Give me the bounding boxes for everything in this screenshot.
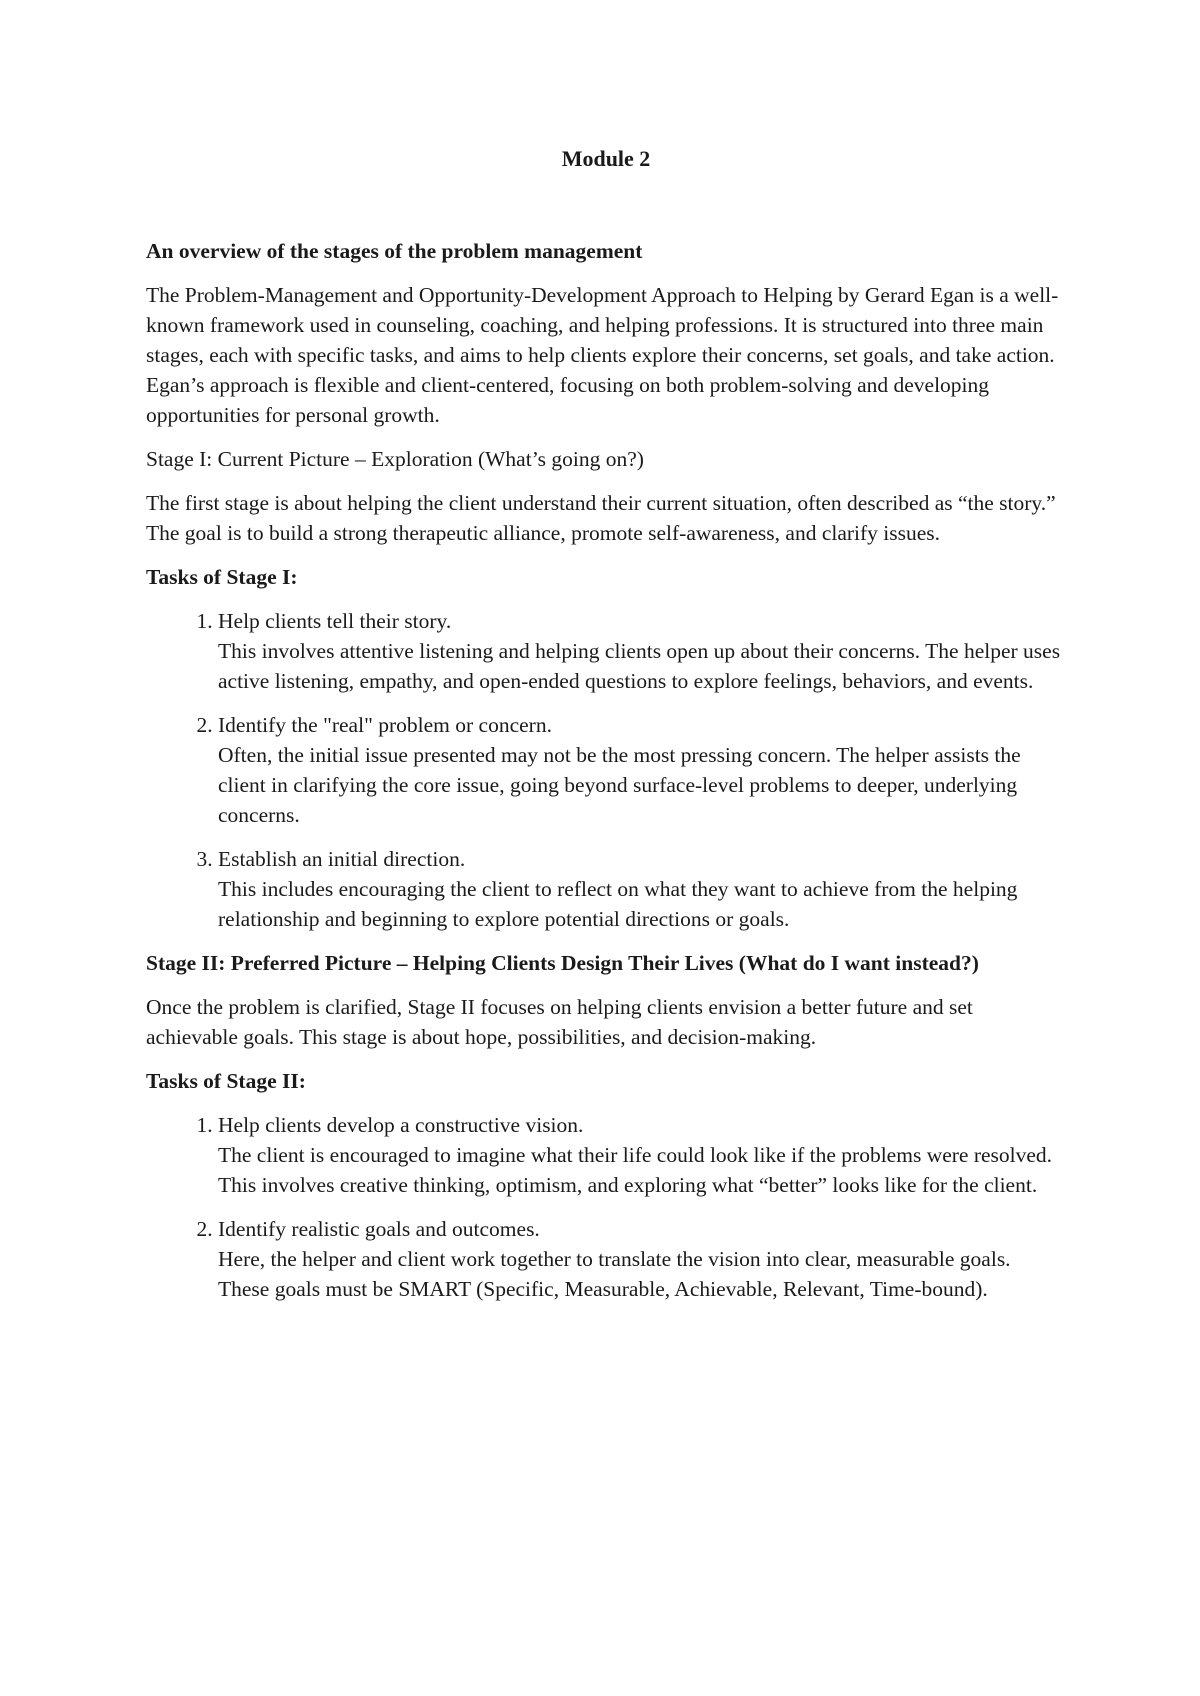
stage2-task-list	[146, 1110, 1066, 1304]
stage1-tasks-heading: Tasks of Stage I:	[146, 565, 298, 589]
list-item	[218, 844, 1066, 934]
list-item	[218, 1214, 1066, 1304]
task-body: Often, the initial issue presented may not be the most pressing concern. The helper assists the client in clarifying the core issue, going beyond surface-level problems to deeper, underlying concerns.	[218, 743, 1021, 827]
overview-heading: An overview of the stages of the problem management	[146, 239, 643, 263]
page-title: Module 2	[561, 146, 651, 171]
stage1-heading: Stage I: Current Picture – Exploration (What’s going on?)	[146, 447, 644, 471]
task-title: 1. Help clients develop a constructive vision.	[218, 1113, 584, 1137]
task-body: This involves attentive listening and helping clients open up about their concerns. The helper uses active listening, empathy, and open-ended questions to explore feelings, behaviors, and events.	[218, 639, 1061, 693]
document-content	[146, 144, 1066, 1318]
list-item	[218, 710, 1066, 830]
task-title: 2. Identify realistic goals and outcomes.	[218, 1217, 540, 1241]
stage2-paragraph: Once the problem is clarified, Stage II focuses on helping clients envision a better future and set achievable goals. This stage is about hope, possibilities, and decision-making.	[146, 995, 973, 1049]
stage2-heading: Stage II: Preferred Picture – Helping Clients Design Their Lives (What do I want instead?)	[146, 951, 979, 975]
task-body: This includes encouraging the client to reflect on what they want to achieve from the helping relationship and beginning to explore potential directions or goals.	[218, 877, 1018, 931]
task-title: 1. Help clients tell their story.	[218, 609, 452, 633]
task-title: 2. Identify the "real" problem or concern.	[218, 713, 552, 737]
stage2-tasks-heading: Tasks of Stage II:	[146, 1069, 306, 1093]
intro-paragraph: The Problem-Management and Opportunity-Development Approach to Helping by Gerard Egan is a well-known framework used in counseling, coaching, and helping professions. It is structured into three main stages, each with specific tasks, and aims to help clients explore their concerns, set goals, and take action. Egan’s approach is flexible and client-centered, focusing on both problem-solving and developing opportunities for personal growth.	[146, 283, 1059, 427]
list-item	[218, 1110, 1066, 1200]
list-item	[218, 606, 1066, 696]
task-body: Here, the helper and client work together to translate the vision into clear, measurable goals. These goals must be SMART (Specific, Measurable, Achievable, Relevant, Time-bound).	[218, 1247, 1011, 1301]
task-title: 3. Establish an initial direction.	[218, 847, 466, 871]
task-body: The client is encouraged to imagine what their life could look like if the problems were resolved. This involves creative thinking, optimism, and exploring what “better” looks like for the client.	[218, 1143, 1053, 1197]
stage1-task-list	[146, 606, 1066, 934]
stage1-paragraph: The first stage is about helping the client understand their current situation, often described as “the story.” The goal is to build a strong therapeutic alliance, promote self-awareness, and clarify issues.	[146, 491, 1056, 545]
